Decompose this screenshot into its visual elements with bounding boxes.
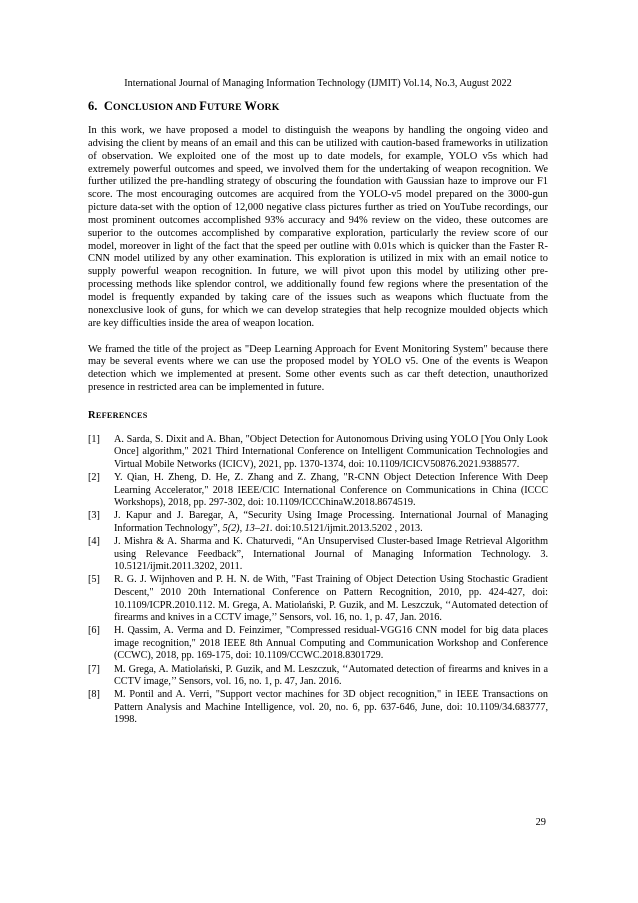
- references-heading: [88, 410, 548, 422]
- reference-list: [88, 434, 548, 727]
- section-title-initial-f: F: [199, 99, 207, 113]
- section-heading: [88, 99, 548, 115]
- reference-text: R. G. J. Wijnhoven and P. H. N. de With, "Fast Training of Object Detection Using Stochastic Gradient Descent," 2010 20th International Conference on Pattern Recognition, 2010, pp. 424-427, doi: 10.1109/ICPR.2010.112. M. Grega, A. Matiolański, P. Guzik, and M. Leszczuk, ‘‘Automated detection of firearms and knives in a CCTV image,’’ Sensors, vol. 16, no. 1, p. 47, Jan. 2016.: [114, 574, 548, 624]
- section-title-part-3: ORK: [256, 102, 280, 113]
- section-title-part-1: ONCLUSION AND: [112, 102, 200, 113]
- reference-text: J. Mishra & A. Sharma and K. Chaturvedi, “An Unsupervised Cluster-based Image Retrieval Algorithm using Relevance Feedback”, International Journal of Managing Information Technology. 3. 10.5121/ijmit.2011.3202, 2011.: [114, 536, 548, 573]
- reference-text: M. Grega, A. Matiolański, P. Guzik, and M. Leszczuk, ‘‘Automated detection of firearms and knives in a CCTV image,’’ Sensors, vol. 16, no. 1, p. 47, Jan. 2016.: [114, 663, 548, 688]
- running-header: International Journal of Managing Information Technology (IJMIT) Vol.14, No.3, August 2022: [124, 78, 512, 89]
- reference-text-main: J. Kapur and J. Baregar, A, “Security Using Image Processing. International Journal of Managing Information Technology”,: [114, 510, 548, 535]
- references-heading-initial: R: [88, 409, 96, 421]
- reference-text: H. Qassim, A. Verma and D. Feinzimer, "Compressed residual-VGG16 CNN model for big data places image recognition," 2018 IEEE 8th Annual Computing and Communication Workshop and Conference (CCWC), 2018, pp. 169-175, doi: 10.1109/CCWC.2018.8301729.: [114, 625, 548, 662]
- reference-text: A. Sarda, S. Dixit and A. Bhan, "Object Detection for Autonomous Driving using YOLO [You Only Look Once] algorithm," 2021 Third International Conference on Intelligent Communication Technologies and Virtual Mobile Networks (ICICV), 2021, pp. 1370-1374, doi: 10.1109/ICICV50876.2021.9388577.: [114, 433, 548, 471]
- reference-text: [114, 510, 548, 535]
- reference-text: M. Pontil and A. Verri, "Support vector machines for 3D object recognition," in IEEE Transactions on Pattern Analysis and Machine Intelligence, vol. 20, no. 6, pp. 637-646, June, doi: 10.1109/34.683777, 1998.: [114, 689, 548, 726]
- reference-item-3: [88, 510, 548, 535]
- reference-number: [3]: [88, 510, 100, 522]
- page-number: 29: [535, 817, 546, 828]
- reference-number: [5]: [88, 574, 100, 586]
- section-title-initial-c: C: [103, 99, 113, 113]
- reference-item-2: [88, 472, 548, 510]
- reference-item-7: [88, 664, 548, 689]
- conclusion-paragraph-2: We framed the title of the project as "Deep Learning Approach for Event Monitoring System" because there may be several events where we can use the proposed model by YOLO v5. One of the events is Weapon detection which we implemented at present. Some other events such as car theft detection, unauthorized presence in restricted area can be implemented in future.: [88, 343, 548, 394]
- reference-number: [7]: [88, 663, 100, 675]
- reference-item-8: [88, 689, 548, 727]
- reference-text: Y. Qian, H. Zheng, D. He, Z. Zhang and Z. Zhang, "R-CNN Object Detection Inference With Deep Learning Accelerator," 2018 IEEE/CIC International Conference on Communications in China (ICCC Workshops), 2018, pp. 297-302, doi: 10.1109/ICCChinaW.2018.8674519.: [114, 472, 548, 509]
- section-title-part-2: UTURE: [206, 102, 245, 113]
- reference-number: [6]: [88, 625, 100, 637]
- reference-item-6: [88, 625, 548, 663]
- reference-item-4: [88, 536, 548, 574]
- reference-number: [2]: [88, 472, 100, 484]
- reference-number: [1]: [88, 433, 100, 445]
- section-number: 6.: [88, 99, 98, 113]
- references-heading-rest: EFERENCES: [95, 410, 148, 420]
- reference-item-5: [88, 574, 548, 624]
- section-title-initial-w: W: [244, 99, 257, 113]
- page-content: [88, 78, 548, 728]
- reference-item-1: [88, 434, 548, 472]
- reference-volume-italic: 5(2), 13–21.: [222, 523, 273, 535]
- reference-number: [8]: [88, 689, 100, 701]
- reference-number: [4]: [88, 536, 100, 548]
- conclusion-paragraph-1: In this work, we have proposed a model to distinguish the weapons by handling the ongoing video and advising the client by means of an email and this can be utilized with caution-based frameworks in utilization of observation. We exploited one of the most up to date models, for example, YOLO v5s which had extremely powerful outcomes and speed, we involved them for the undertaking of weapon recognition. We further utilized the pre-handling strategy of obscuring the foundation with Gaussian haze to improve our F1 score. The most encouraging outcomes are acquired from the YOLO-v5 model prepared on the 3000-gun picture data-set with the option of 12,000 negative class pictures further as tried on YouTube recordings, our most prominent outcomes accomplished 93% accuracy and 94% review on the video, these outcomes are superior to the outcomes accomplished by comparative exploration, particularly the review score of our model, moreover in light of the fact that the speed per outline with 0.01s which is quicker than the Faster R-CNN model utilized by any other examination. This exploration is utilized in mix with an email notice to supply powerful weapon recognition. In future, we will pivot upon this model by utilizing other pre-processing methods like splendor control, we additionally found few regions where the presentation of the model is frequently expanded by taking care of the issues such as weapons which fluctuate from the nonexclusive look of guns, for which we can develop strategies that help recognize moulded objects which are key difficulties inside the area of weapon location.: [88, 125, 548, 329]
- reference-doi: doi:10.5121/ijmit.2013.5202 , 2013.: [272, 523, 423, 535]
